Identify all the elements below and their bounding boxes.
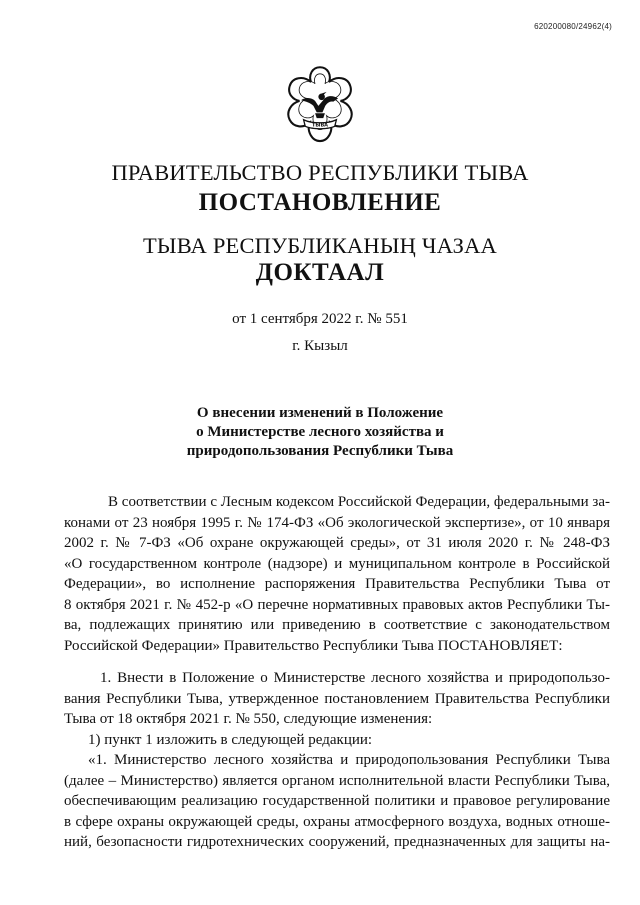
quote-line: «1. Министерство лесного хозяйства и природопользования Республики Тыва xyxy=(88,752,610,768)
decree-city: г. Кызыл xyxy=(292,338,348,354)
subject-line: О внесении изменений в Положение xyxy=(196,405,444,421)
preamble-paragraph xyxy=(64,492,610,656)
subject-line: природопользования Республики Тыва xyxy=(186,443,454,459)
document-code: 620200080/24962(4) xyxy=(534,22,612,31)
coat-of-arms-tuva-icon xyxy=(279,64,361,146)
item-1-paragraph xyxy=(64,668,610,853)
quote-line: ний, безопасности гидротехнических сооружений, предназначенных для защиты на- xyxy=(64,834,610,850)
text-line: «О государственном контроле (надзоре) и муниципальном контроле в Российской xyxy=(64,555,610,572)
text-line: конами от 23 ноября 1995 г. № 174-ФЗ «Об экологической экспертизе», от 10 января xyxy=(64,514,610,531)
text-line: Российской Федерации» Правительство Республики Тыва ПОСТАНОВЛЯЕТ: xyxy=(64,637,563,654)
government-title-tyv: ТЫВА РЕСПУБЛИКАНЫҢ ЧАЗАА xyxy=(142,233,498,258)
sub-item-line: 1) пункт 1 изложить в следующей редакции: xyxy=(88,731,373,748)
decree-date-number: от 1 сентября 2022 г. № 551 xyxy=(232,311,408,327)
text-line: ва, подлежащих принятию или приведению в соответствие с законодательством xyxy=(64,617,610,633)
text-line: Тыва от 18 октября 2021 г. № 550, следующие изменения: xyxy=(64,711,433,727)
text-line: 1. Внести в Положение о Министерстве лесного хозяйства и природопользо- xyxy=(100,670,610,686)
text-line: В соответствии с Лесным кодексом Российской Федерации, федеральными за- xyxy=(108,494,610,510)
decree-subject xyxy=(0,404,640,461)
text-line: 2002 г. № 7-ФЗ «Об охране окружающей среды», от 31 июля 2020 г. № 248-ФЗ xyxy=(64,535,610,551)
quote-line: в сфере охраны окружающей среды, охраны атмосферного воздуха, водных отноше- xyxy=(64,813,610,830)
government-title-ru: ПРАВИТЕЛЬСТВО РЕСПУБЛИКИ ТЫВА xyxy=(111,160,529,185)
text-line: Федерации», во исполнение распоряжения Правительства Республики Тыва от xyxy=(64,576,610,592)
emblem-ribbon-text: ТЫВА xyxy=(312,122,328,129)
quote-line: обеспечивающим реализацию государственной политики и правовое регулирование xyxy=(64,793,610,809)
decree-title-tyv: ДОКТААЛ xyxy=(255,259,385,286)
subject-line: о Министерстве лесного хозяйства и xyxy=(196,424,444,440)
text-line: вания Республики Тыва, утвержденное постановлением Правительства Республики xyxy=(64,690,610,707)
decree-title-ru: ПОСТАНОВЛЕНИЕ xyxy=(198,189,442,216)
quote-line: (далее – Министерство) является органом исполнительной власти Республики Тыва, xyxy=(64,772,610,789)
text-line: 8 октября 2021 г. № 452-р «О перечне нормативных правовых актов Республики Ты- xyxy=(64,596,610,613)
